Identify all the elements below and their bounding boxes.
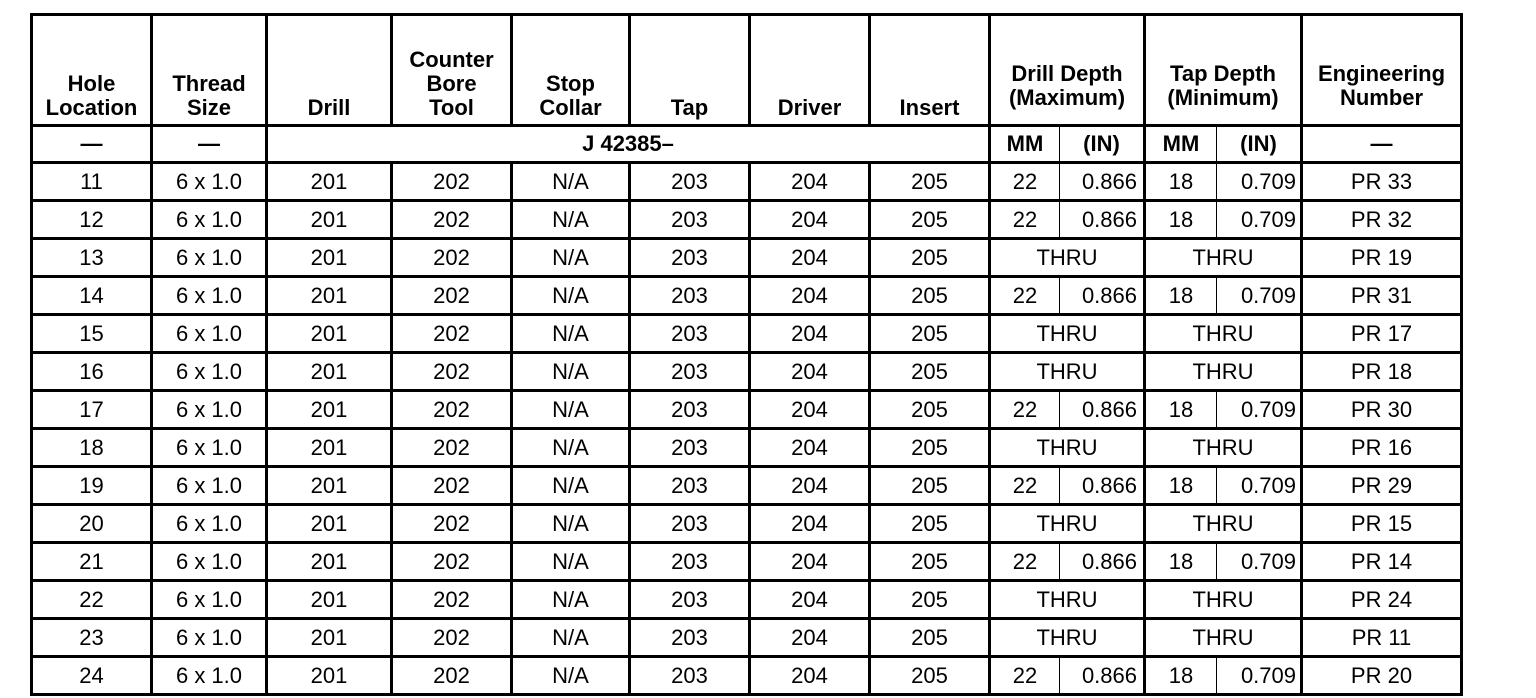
cell-drill-depth-in: 0.866 — [1060, 657, 1145, 695]
cell-tap-depth-thru: THRU — [1145, 315, 1302, 353]
cell-drill: 201 — [267, 201, 392, 239]
cell-stop-collar: N/A — [512, 315, 630, 353]
cell-counter-bore: 202 — [392, 353, 512, 391]
cell-counter-bore: 202 — [392, 201, 512, 239]
header-driver-text: Driver — [777, 95, 842, 120]
cell-insert: 205 — [870, 277, 990, 315]
cell-driver: 204 — [750, 353, 870, 391]
cell-stop-collar: N/A — [512, 505, 630, 543]
cell-insert: 205 — [870, 581, 990, 619]
cell-tap-depth-in: 0.709 — [1217, 391, 1302, 429]
cell-counter-bore: 202 — [392, 239, 512, 277]
cell-hole-location: 24 — [32, 657, 152, 695]
cell-engineering-number: PR 15 — [1302, 505, 1462, 543]
cell-engineering-number: PR 17 — [1302, 315, 1462, 353]
cell-driver: 204 — [750, 429, 870, 467]
cell-drill: 201 — [267, 467, 392, 505]
cell-hole-location: 16 — [32, 353, 152, 391]
cell-tap: 203 — [630, 467, 750, 505]
cell-drill-depth-thru: THRU — [990, 353, 1145, 391]
cell-hole-location: 19 — [32, 467, 152, 505]
sub-drill-mm: MM — [990, 126, 1060, 163]
cell-drill-depth-in: 0.866 — [1060, 391, 1145, 429]
sub-tap-mm: MM — [1145, 126, 1217, 163]
table-row — [32, 201, 1462, 239]
table-row — [32, 391, 1462, 429]
cell-stop-collar: N/A — [512, 619, 630, 657]
cell-drill: 201 — [267, 239, 392, 277]
cell-stop-collar: N/A — [512, 353, 630, 391]
cell-tap: 203 — [630, 239, 750, 277]
cell-hole-location: 23 — [32, 619, 152, 657]
table-row — [32, 353, 1462, 391]
cell-tap-depth-thru: THRU — [1145, 429, 1302, 467]
cell-thread-size: 6 x 1.0 — [152, 429, 267, 467]
cell-insert: 205 — [870, 657, 990, 695]
header-insert-text: Insert — [899, 95, 960, 120]
cell-tap: 203 — [630, 543, 750, 581]
cell-engineering-number: PR 11 — [1302, 619, 1462, 657]
cell-tap: 203 — [630, 277, 750, 315]
header-tap-depth-text: Tap Depth (Minimum) — [1167, 61, 1279, 110]
cell-stop-collar: N/A — [512, 581, 630, 619]
cell-stop-collar: N/A — [512, 163, 630, 201]
cell-driver: 204 — [750, 467, 870, 505]
cell-tap-depth-mm: 18 — [1145, 467, 1217, 505]
tool-table-container — [30, 13, 1463, 696]
cell-tap-depth-thru: THRU — [1145, 353, 1302, 391]
cell-drill: 201 — [267, 429, 392, 467]
header-drill-depth-text: Drill Depth (Maximum) — [1008, 61, 1126, 110]
header-drill-depth — [990, 15, 1145, 126]
cell-insert: 205 — [870, 391, 990, 429]
cell-drill-depth-thru: THRU — [990, 505, 1145, 543]
cell-counter-bore: 202 — [392, 657, 512, 695]
cell-driver: 204 — [750, 163, 870, 201]
header-engineering-number-text: Engineering Number — [1317, 61, 1446, 110]
cell-driver: 204 — [750, 619, 870, 657]
cell-drill: 201 — [267, 505, 392, 543]
cell-counter-bore: 202 — [392, 581, 512, 619]
header-hole-location-text: Hole Location — [45, 71, 138, 120]
table-row — [32, 467, 1462, 505]
cell-drill-depth-mm: 22 — [990, 163, 1060, 201]
cell-stop-collar: N/A — [512, 277, 630, 315]
cell-insert: 205 — [870, 163, 990, 201]
cell-hole-location: 15 — [32, 315, 152, 353]
cell-drill: 201 — [267, 657, 392, 695]
header-row — [32, 15, 1462, 126]
table-row — [32, 429, 1462, 467]
header-engineering-number — [1302, 15, 1462, 126]
table-row — [32, 277, 1462, 315]
cell-engineering-number: PR 31 — [1302, 277, 1462, 315]
cell-drill-depth-thru: THRU — [990, 239, 1145, 277]
cell-drill: 201 — [267, 163, 392, 201]
header-driver — [750, 15, 870, 126]
cell-insert: 205 — [870, 543, 990, 581]
cell-stop-collar: N/A — [512, 429, 630, 467]
cell-tap: 203 — [630, 657, 750, 695]
sub-drill-in: (IN) — [1060, 126, 1145, 163]
header-thread-size — [152, 15, 267, 126]
cell-insert: 205 — [870, 505, 990, 543]
cell-engineering-number: PR 18 — [1302, 353, 1462, 391]
cell-thread-size: 6 x 1.0 — [152, 239, 267, 277]
cell-counter-bore: 202 — [392, 467, 512, 505]
cell-tap: 203 — [630, 201, 750, 239]
cell-drill-depth-in: 0.866 — [1060, 543, 1145, 581]
cell-stop-collar: N/A — [512, 239, 630, 277]
header-counter-bore-text: Counter Bore Tool — [409, 47, 494, 120]
cell-tap-depth-in: 0.709 — [1217, 163, 1302, 201]
cell-tap: 203 — [630, 391, 750, 429]
cell-drill-depth-in: 0.866 — [1060, 163, 1145, 201]
header-hole-location — [32, 15, 152, 126]
cell-tap-depth-thru: THRU — [1145, 239, 1302, 277]
subheader-row — [32, 126, 1462, 163]
table-row — [32, 581, 1462, 619]
cell-thread-size: 6 x 1.0 — [152, 581, 267, 619]
cell-hole-location: 11 — [32, 163, 152, 201]
header-counter-bore — [392, 15, 512, 126]
cell-counter-bore: 202 — [392, 277, 512, 315]
cell-hole-location: 21 — [32, 543, 152, 581]
cell-driver: 204 — [750, 239, 870, 277]
cell-drill: 201 — [267, 619, 392, 657]
cell-thread-size: 6 x 1.0 — [152, 391, 267, 429]
header-thread-size-text: Thread Size — [172, 71, 246, 120]
cell-thread-size: 6 x 1.0 — [152, 505, 267, 543]
cell-driver: 204 — [750, 505, 870, 543]
cell-thread-size: 6 x 1.0 — [152, 163, 267, 201]
cell-tap-depth-thru: THRU — [1145, 505, 1302, 543]
cell-engineering-number: PR 24 — [1302, 581, 1462, 619]
cell-hole-location: 14 — [32, 277, 152, 315]
tool-specification-table — [30, 13, 1463, 696]
cell-engineering-number: PR 19 — [1302, 239, 1462, 277]
cell-drill-depth-mm: 22 — [990, 657, 1060, 695]
cell-tap-depth-thru: THRU — [1145, 619, 1302, 657]
cell-stop-collar: N/A — [512, 391, 630, 429]
table-row — [32, 657, 1462, 695]
cell-hole-location: 12 — [32, 201, 152, 239]
cell-insert: 205 — [870, 429, 990, 467]
cell-tap: 203 — [630, 581, 750, 619]
cell-tap-depth-mm: 18 — [1145, 657, 1217, 695]
cell-drill-depth-in: 0.866 — [1060, 201, 1145, 239]
cell-tap-depth-in: 0.709 — [1217, 277, 1302, 315]
cell-insert: 205 — [870, 467, 990, 505]
cell-drill-depth-thru: THRU — [990, 619, 1145, 657]
cell-counter-bore: 202 — [392, 163, 512, 201]
sub-tool-prefix: J 42385– — [267, 126, 990, 163]
cell-driver: 204 — [750, 315, 870, 353]
cell-tap-depth-in: 0.709 — [1217, 201, 1302, 239]
cell-stop-collar: N/A — [512, 201, 630, 239]
header-stop-collar — [512, 15, 630, 126]
cell-driver: 204 — [750, 201, 870, 239]
cell-drill: 201 — [267, 277, 392, 315]
cell-drill-depth-thru: THRU — [990, 581, 1145, 619]
cell-drill-depth-thru: THRU — [990, 429, 1145, 467]
cell-stop-collar: N/A — [512, 657, 630, 695]
cell-tap: 203 — [630, 429, 750, 467]
cell-engineering-number: PR 32 — [1302, 201, 1462, 239]
cell-insert: 205 — [870, 315, 990, 353]
cell-thread-size: 6 x 1.0 — [152, 201, 267, 239]
cell-insert: 205 — [870, 239, 990, 277]
cell-drill: 201 — [267, 543, 392, 581]
table-row — [32, 163, 1462, 201]
cell-insert: 205 — [870, 353, 990, 391]
cell-counter-bore: 202 — [392, 315, 512, 353]
header-drill-text: Drill — [307, 95, 351, 120]
cell-counter-bore: 202 — [392, 505, 512, 543]
cell-drill: 201 — [267, 315, 392, 353]
cell-stop-collar: N/A — [512, 543, 630, 581]
cell-thread-size: 6 x 1.0 — [152, 657, 267, 695]
cell-hole-location: 17 — [32, 391, 152, 429]
cell-tap-depth-mm: 18 — [1145, 391, 1217, 429]
table-row — [32, 543, 1462, 581]
cell-stop-collar: N/A — [512, 467, 630, 505]
cell-tap: 203 — [630, 163, 750, 201]
cell-drill: 201 — [267, 353, 392, 391]
header-insert — [870, 15, 990, 126]
cell-drill-depth-in: 0.866 — [1060, 467, 1145, 505]
cell-drill-depth-mm: 22 — [990, 201, 1060, 239]
cell-drill: 201 — [267, 391, 392, 429]
cell-tap: 203 — [630, 315, 750, 353]
sub-hole-location: — — [32, 126, 152, 163]
cell-engineering-number: PR 30 — [1302, 391, 1462, 429]
table-row — [32, 315, 1462, 353]
cell-engineering-number: PR 16 — [1302, 429, 1462, 467]
header-stop-collar-text: Stop Collar — [539, 71, 602, 120]
cell-hole-location: 20 — [32, 505, 152, 543]
cell-tap: 203 — [630, 505, 750, 543]
cell-thread-size: 6 x 1.0 — [152, 277, 267, 315]
cell-driver: 204 — [750, 581, 870, 619]
cell-insert: 205 — [870, 201, 990, 239]
cell-tap: 203 — [630, 619, 750, 657]
cell-drill-depth-thru: THRU — [990, 315, 1145, 353]
cell-tap-depth-mm: 18 — [1145, 201, 1217, 239]
cell-driver: 204 — [750, 277, 870, 315]
cell-drill-depth-mm: 22 — [990, 391, 1060, 429]
cell-engineering-number: PR 29 — [1302, 467, 1462, 505]
header-tap-text: Tap — [670, 95, 709, 120]
cell-insert: 205 — [870, 619, 990, 657]
cell-tap-depth-thru: THRU — [1145, 581, 1302, 619]
cell-engineering-number: PR 20 — [1302, 657, 1462, 695]
cell-tap: 203 — [630, 353, 750, 391]
cell-hole-location: 18 — [32, 429, 152, 467]
cell-driver: 204 — [750, 391, 870, 429]
cell-tap-depth-mm: 18 — [1145, 543, 1217, 581]
sub-tap-in: (IN) — [1217, 126, 1302, 163]
cell-counter-bore: 202 — [392, 619, 512, 657]
cell-tap-depth-mm: 18 — [1145, 277, 1217, 315]
cell-counter-bore: 202 — [392, 543, 512, 581]
cell-driver: 204 — [750, 543, 870, 581]
cell-driver: 204 — [750, 657, 870, 695]
cell-engineering-number: PR 33 — [1302, 163, 1462, 201]
cell-engineering-number: PR 14 — [1302, 543, 1462, 581]
cell-drill-depth-mm: 22 — [990, 543, 1060, 581]
cell-drill-depth-mm: 22 — [990, 277, 1060, 315]
header-tap — [630, 15, 750, 126]
table-row — [32, 239, 1462, 277]
cell-hole-location: 13 — [32, 239, 152, 277]
sub-thread-size: — — [152, 126, 267, 163]
table-row — [32, 505, 1462, 543]
cell-thread-size: 6 x 1.0 — [152, 619, 267, 657]
cell-thread-size: 6 x 1.0 — [152, 353, 267, 391]
cell-drill-depth-mm: 22 — [990, 467, 1060, 505]
cell-hole-location: 22 — [32, 581, 152, 619]
cell-drill: 201 — [267, 581, 392, 619]
cell-counter-bore: 202 — [392, 429, 512, 467]
cell-drill-depth-in: 0.866 — [1060, 277, 1145, 315]
table-row — [32, 619, 1462, 657]
header-drill — [267, 15, 392, 126]
cell-tap-depth-in: 0.709 — [1217, 543, 1302, 581]
cell-tap-depth-mm: 18 — [1145, 163, 1217, 201]
header-tap-depth — [1145, 15, 1302, 126]
cell-tap-depth-in: 0.709 — [1217, 467, 1302, 505]
cell-thread-size: 6 x 1.0 — [152, 467, 267, 505]
cell-tap-depth-in: 0.709 — [1217, 657, 1302, 695]
sub-engineering-number: — — [1302, 126, 1462, 163]
cell-thread-size: 6 x 1.0 — [152, 315, 267, 353]
cell-thread-size: 6 x 1.0 — [152, 543, 267, 581]
cell-counter-bore: 202 — [392, 391, 512, 429]
